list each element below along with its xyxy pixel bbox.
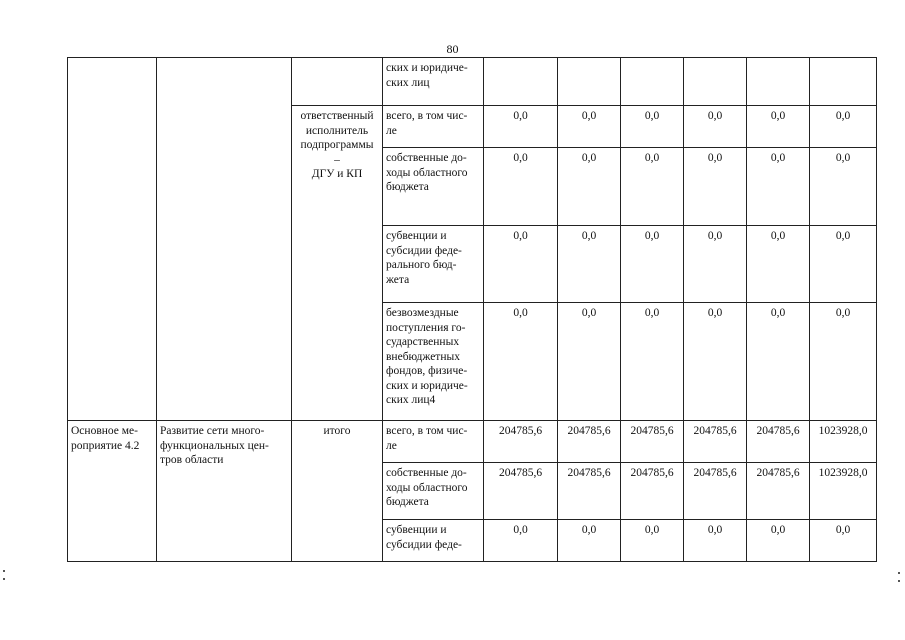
value-cell	[621, 58, 684, 106]
value-cell: 0,0	[810, 106, 877, 148]
value-cell: 0,0	[484, 226, 558, 303]
page-number: 80	[446, 42, 459, 56]
value-cell: 0,0	[621, 303, 684, 421]
value-cell: 1023928,0	[810, 463, 877, 520]
value-cell	[747, 58, 810, 106]
value-cell: 204785,6	[621, 421, 684, 463]
scan-artifact	[898, 572, 900, 574]
value-cell: 0,0	[484, 106, 558, 148]
event-cell	[68, 58, 157, 421]
value-cell: 204785,6	[747, 463, 810, 520]
value-cell: 204785,6	[747, 421, 810, 463]
value-cell: 0,0	[684, 226, 747, 303]
funding-source-cell: всего, в том чис- ле	[383, 106, 484, 148]
value-cell: 0,0	[484, 520, 558, 562]
funding-source-cell: субвенции и субсидии феде- рального бюд- жета	[383, 226, 484, 303]
value-cell: 0,0	[747, 303, 810, 421]
scan-artifact	[898, 580, 900, 582]
value-cell: 204785,6	[484, 421, 558, 463]
value-cell: 204785,6	[558, 421, 621, 463]
value-cell: 0,0	[810, 226, 877, 303]
value-cell: 0,0	[810, 148, 877, 226]
value-cell: 0,0	[484, 148, 558, 226]
executor-cell	[292, 58, 383, 106]
value-cell: 1023928,0	[810, 421, 877, 463]
value-cell	[558, 58, 621, 106]
value-cell: 0,0	[747, 226, 810, 303]
funding-source-cell: субвенции и субсидии феде-	[383, 520, 484, 562]
value-cell: 0,0	[684, 520, 747, 562]
value-cell: 0,0	[621, 148, 684, 226]
funding-source-cell: безвозмездные поступления го- сударственных внебюджетных фондов, физиче- ских и юридиче- ских лиц4	[383, 303, 484, 421]
funding-source-cell: собственные до- ходы областного бюджета	[383, 148, 484, 226]
value-cell: 0,0	[621, 226, 684, 303]
value-cell: 0,0	[810, 303, 877, 421]
event-name-cell	[157, 58, 292, 421]
event-cell: Основное ме- роприятие 4.2	[68, 421, 157, 562]
value-cell: 0,0	[558, 520, 621, 562]
value-cell: 0,0	[558, 303, 621, 421]
value-cell: 204785,6	[558, 463, 621, 520]
value-cell: 0,0	[558, 226, 621, 303]
table-row	[68, 421, 877, 463]
value-cell: 0,0	[747, 520, 810, 562]
value-cell: 204785,6	[684, 421, 747, 463]
executor-cell: итого	[292, 421, 383, 562]
value-cell: 0,0	[621, 520, 684, 562]
value-cell: 0,0	[558, 148, 621, 226]
value-cell: 0,0	[684, 106, 747, 148]
funding-source-cell: всего, в том чис- ле	[383, 421, 484, 463]
value-cell	[684, 58, 747, 106]
value-cell	[810, 58, 877, 106]
value-cell: 0,0	[747, 106, 810, 148]
value-cell: 0,0	[684, 148, 747, 226]
funding-source-cell: собственные до- ходы областного бюджета	[383, 463, 484, 520]
funding-source-cell: ских и юридиче- ских лиц	[383, 58, 484, 106]
scan-artifact	[3, 578, 5, 580]
value-cell: 204785,6	[684, 463, 747, 520]
value-cell: 0,0	[484, 303, 558, 421]
table-row	[68, 58, 877, 106]
value-cell: 0,0	[810, 520, 877, 562]
value-cell: 0,0	[558, 106, 621, 148]
value-cell: 0,0	[747, 148, 810, 226]
value-cell: 0,0	[684, 303, 747, 421]
value-cell	[484, 58, 558, 106]
budget-table	[67, 57, 877, 562]
value-cell: 0,0	[621, 106, 684, 148]
value-cell: 204785,6	[484, 463, 558, 520]
event-name-cell: Развитие сети много- функциональных цен- тров области	[157, 421, 292, 562]
value-cell: 204785,6	[621, 463, 684, 520]
scan-artifact	[3, 570, 5, 572]
executor-cell: ответственный исполнитель подпрограммы – ДГУ и КП	[292, 106, 383, 421]
